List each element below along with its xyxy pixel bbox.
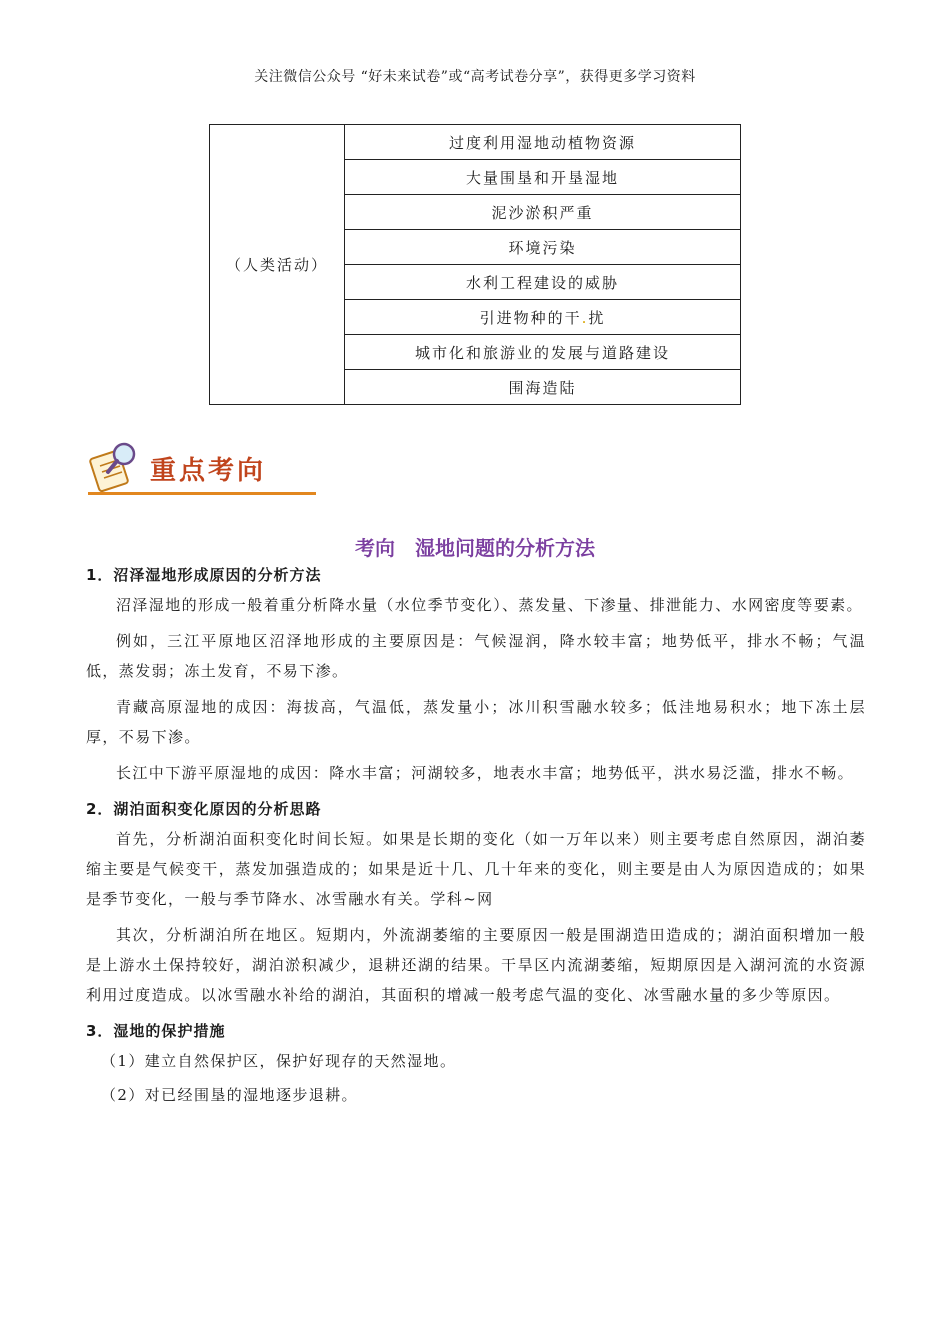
paragraph: 长江中下游平原湿地的成因：降水丰富；河湖较多，地表水丰富；地势低平，洪水易泛滥，排水不畅。 — [116, 764, 855, 782]
section-heading: 1．沼泽湿地形成原因的分析方法 — [86, 566, 322, 584]
paragraph: 青藏高原湿地的成因：海拔高，气温低，蒸发量小；冰川积雪融水较多；低洼地易积水；地下冻土层厚，不易下渗。 — [86, 698, 866, 746]
paragraph: 例如，三江平原地区沼泽地形成的主要原因是：气候湿润，降水较丰富；地势低平，排水不畅；气温低，蒸发弱；冻土发育，不易下渗。 — [86, 632, 866, 680]
magnifier-notebook-icon — [88, 440, 148, 496]
table-row: 城市化和旅游业的发展与道路建设 — [345, 335, 741, 370]
main-heading: 考向 湿地问题的分析方法 — [355, 536, 595, 560]
row6-dot: . — [581, 308, 589, 327]
table-row: 围海造陆 — [345, 370, 741, 405]
paragraph: 沼泽湿地的形成一般着重分析降水量（水位季节变化）、蒸发量、下渗量、排泄能力、水网密度等要素。 — [116, 596, 863, 614]
section-banner — [88, 440, 318, 498]
banner-title: 重点考向 — [150, 456, 267, 486]
human-activity-table — [209, 124, 741, 405]
banner-underline — [88, 492, 316, 495]
table-row: 环境污染 — [345, 230, 741, 265]
row6-text-post: 扰 — [588, 308, 606, 327]
table-row: 过度利用湿地动植物资源 — [345, 125, 741, 160]
section-heading: 2．湖泊面积变化原因的分析思路 — [86, 800, 322, 818]
table-row: 水利工程建设的威胁 — [345, 265, 741, 300]
header-note: 关注微信公众号 “好未来试卷”或“高考试卷分享”，获得更多学习资料 — [254, 69, 696, 85]
paragraph: 其次，分析湖泊所在地区。短期内，外流湖萎缩的主要原因一般是围湖造田造成的；湖泊面积增加一般是上游水土保持较好，湖泊淤积减少，退耕还湖的结果。干旱区内流湖萎缩，短期原因是入湖河流的水资源利用过度造成。以冰雪融水补给的湖泊，其面积的增减一般考虑气温的变化、冰雪融水量的多少等原因。 — [86, 926, 866, 1004]
section-heading: 3．湿地的保护措施 — [86, 1022, 226, 1040]
list-item: （2）对已经围垦的湿地逐步退耕。 — [101, 1086, 358, 1104]
category-cell: （人类活动） — [210, 125, 345, 405]
table-row — [345, 300, 741, 335]
content-body — [86, 560, 866, 1114]
row6-text-pre: 引进物种的干 — [479, 308, 582, 327]
list-item: （1）建立自然保护区，保护好现存的天然湿地。 — [101, 1052, 457, 1070]
paragraph: 首先，分析湖泊面积变化时间长短。如果是长期的变化（如一万年以来）则主要考虑自然原因，湖泊萎缩主要是气候变干，蒸发加强造成的；如果是近十几、几十年来的变化，则主要是由人为原因造成的；如果是季节变化，一般与季节降水、冰雪融水有关。学科~网 — [86, 830, 866, 908]
table-row: 泥沙淤积严重 — [345, 195, 741, 230]
table-row: 大量围垦和开垦湿地 — [345, 160, 741, 195]
